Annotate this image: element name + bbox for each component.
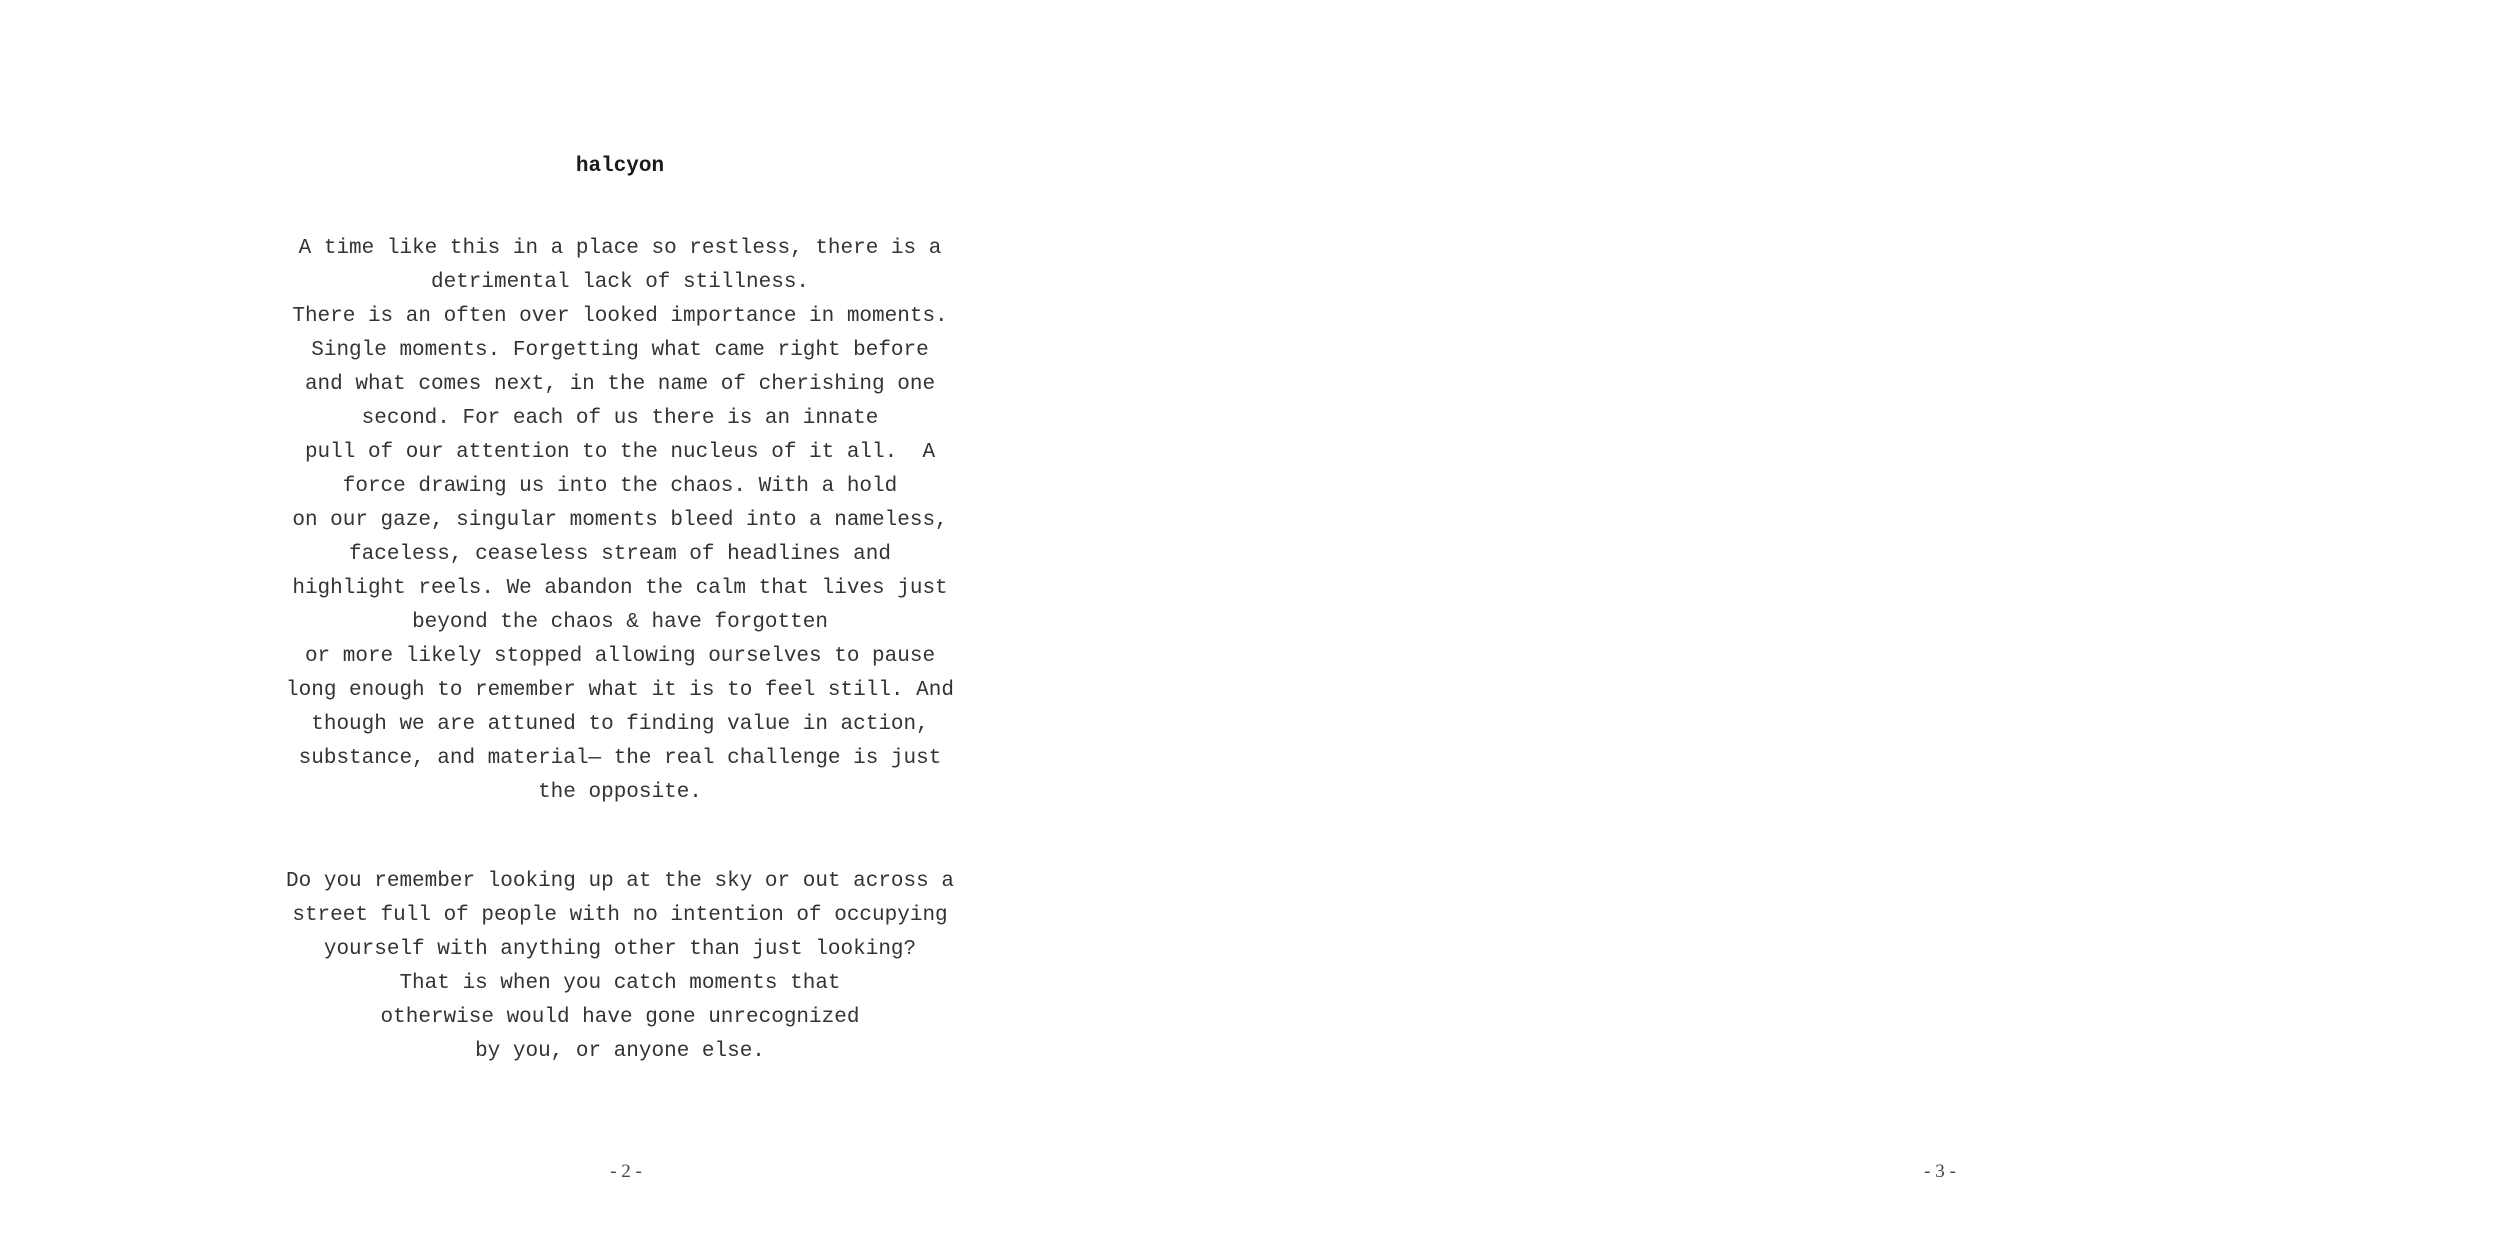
poem-line: A time like this in a place so restless, there is a bbox=[298, 237, 942, 260]
poem-line: Single moments. Forgetting what came right before bbox=[311, 339, 929, 362]
poem-line: pull of our attention to the nucleus of it all. A bbox=[304, 441, 936, 464]
poem-line: Do you remember looking up at the sky or out across a bbox=[286, 870, 954, 893]
poem-line: highlight reels. We abandon the calm that lives just bbox=[292, 577, 948, 600]
right-page bbox=[1250, 0, 2500, 1250]
poem-line: faceless, ceaseless stream of headlines and bbox=[349, 543, 891, 566]
poem-line: otherwise would have gone unrecognized bbox=[380, 1006, 860, 1029]
poem-line: second. For each of us there is an innate bbox=[361, 407, 879, 430]
poem-line: street full of people with no intention of occupying bbox=[292, 904, 948, 927]
poem-line: There is an often over looked importance in moments. bbox=[292, 305, 948, 328]
poem-line: by you, or anyone else. bbox=[475, 1040, 765, 1063]
poem-line: and what comes next, in the name of cherishing one bbox=[304, 373, 936, 396]
page-number-left: - 2 - bbox=[610, 1161, 642, 1182]
poem-line: That is when you catch moments that bbox=[399, 972, 841, 995]
poem-title: halcyon bbox=[575, 155, 665, 178]
poem-line: yourself with anything other than just looking? bbox=[323, 938, 917, 961]
poem-line: detrimental lack of stillness. bbox=[430, 271, 810, 294]
poem-line: force drawing us into the chaos. With a hold bbox=[342, 475, 898, 498]
page-number-right: - 3 - bbox=[1924, 1161, 1956, 1182]
stanza-2 bbox=[0, 865, 1240, 1069]
poem-line: beyond the chaos & have forgotten bbox=[412, 611, 828, 634]
poem-line: substance, and material— the real challenge is just bbox=[298, 747, 942, 770]
poem-line: the opposite. bbox=[538, 781, 702, 804]
stanza-1 bbox=[0, 232, 1240, 810]
poem-line: long enough to remember what it is to feel still. And bbox=[286, 679, 954, 702]
poem-line: or more likely stopped allowing ourselves to pause bbox=[304, 645, 936, 668]
poem-line: though we are attuned to finding value in action, bbox=[311, 713, 929, 736]
poem-line: on our gaze, singular moments bleed into a nameless, bbox=[292, 509, 948, 532]
